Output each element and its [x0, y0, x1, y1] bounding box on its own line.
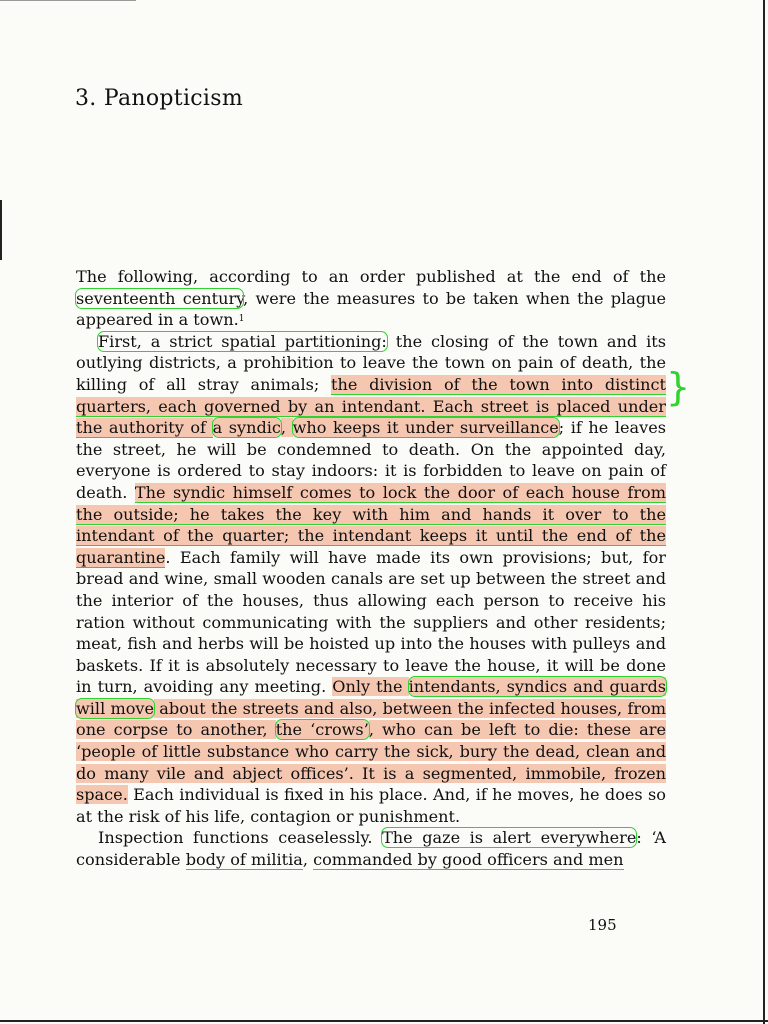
boxed-text: intendants, syndics and guards will move	[76, 677, 666, 718]
text-run: The following, according to an order published at the end of the	[76, 267, 666, 286]
highlighted-text: about the streets and also, between the infected houses, from one corpse to another,	[76, 698, 666, 740]
page-edge-left	[0, 200, 2, 260]
highlighted-text: ,	[280, 418, 293, 438]
text-run: : ‘A considerable	[76, 828, 666, 870]
paragraph-3	[76, 827, 666, 870]
chapter-title: 3. Panopticism	[75, 86, 243, 111]
text-run: the closing of the town and its outlying districts, a prohibition to leave the town on pain of death, the killing of all stray animals;	[76, 331, 666, 394]
margin-brace-annotation: }	[666, 365, 691, 409]
page-number: 195	[588, 916, 617, 934]
highlighted-text: the division of the town into distinct quarters, each governed by an intendant. Each street is placed under the authority of	[76, 374, 666, 438]
text-run: Inspection functions ceaselessly.	[98, 828, 383, 848]
underlined-text: body of militia	[185, 850, 303, 870]
text-run: ; if he leaves the street, he will be condemned to death. On the appointed day, everyone is ordered to stay indoors: it is forbidden to leave on pain of death.	[76, 418, 667, 502]
boxed-text: the ‘crows’	[275, 720, 369, 740]
highlighted-text: Only the	[332, 677, 409, 697]
footnote-marker: 1	[238, 314, 245, 325]
text-run: , were the measures to be taken when the plague appeared in a town.	[76, 288, 666, 330]
paragraph-2	[76, 331, 666, 828]
text-run: ,	[302, 850, 314, 870]
body-text	[76, 266, 666, 871]
underlined-text: commanded by good officers and men	[313, 850, 624, 870]
boxed-text: a syndic	[212, 418, 281, 438]
paragraph-1	[76, 266, 666, 331]
page-edge-bottom	[0, 1020, 768, 1022]
page-edge-right	[763, 0, 765, 1024]
boxed-text: seventeenth century	[76, 288, 244, 308]
boxed-text: who keeps it under surveillance	[292, 418, 559, 438]
page-edge-top	[0, 0, 136, 1]
text-run: . Each family will have made its own provisions; but, for bread and wine, small wooden canals are set up between the street and the interior of the houses, thus allowing each person to receive his ration without communicating with the suppliers and other residents; meat, fish and herbs will be hoisted up into the houses with pulleys and baskets. If it is absolutely necessary to leave the house, it will be done in turn, avoiding any meeting.	[76, 547, 666, 697]
highlighted-text: The syndic himself comes to lock the door of each house from the outside; he takes the key with him and hands it over to the intendant of the quarter; the intendant keeps it until the end of the quarantine	[76, 482, 666, 567]
text-run: Each individual is fixed in his place. And, if he moves, he does so at the risk of his life, contagion or punishment.	[76, 785, 666, 826]
boxed-text: The gaze is alert everywhere	[382, 828, 637, 848]
boxed-text: First, a strict spatial partitioning:	[98, 331, 387, 351]
highlighted-text: , who can be left to die: these are ‘people of little substance who carry the sick, bury the dead, clean and do many vile and abject offices’. It is a segmented, immobile, frozen space.	[76, 720, 666, 805]
